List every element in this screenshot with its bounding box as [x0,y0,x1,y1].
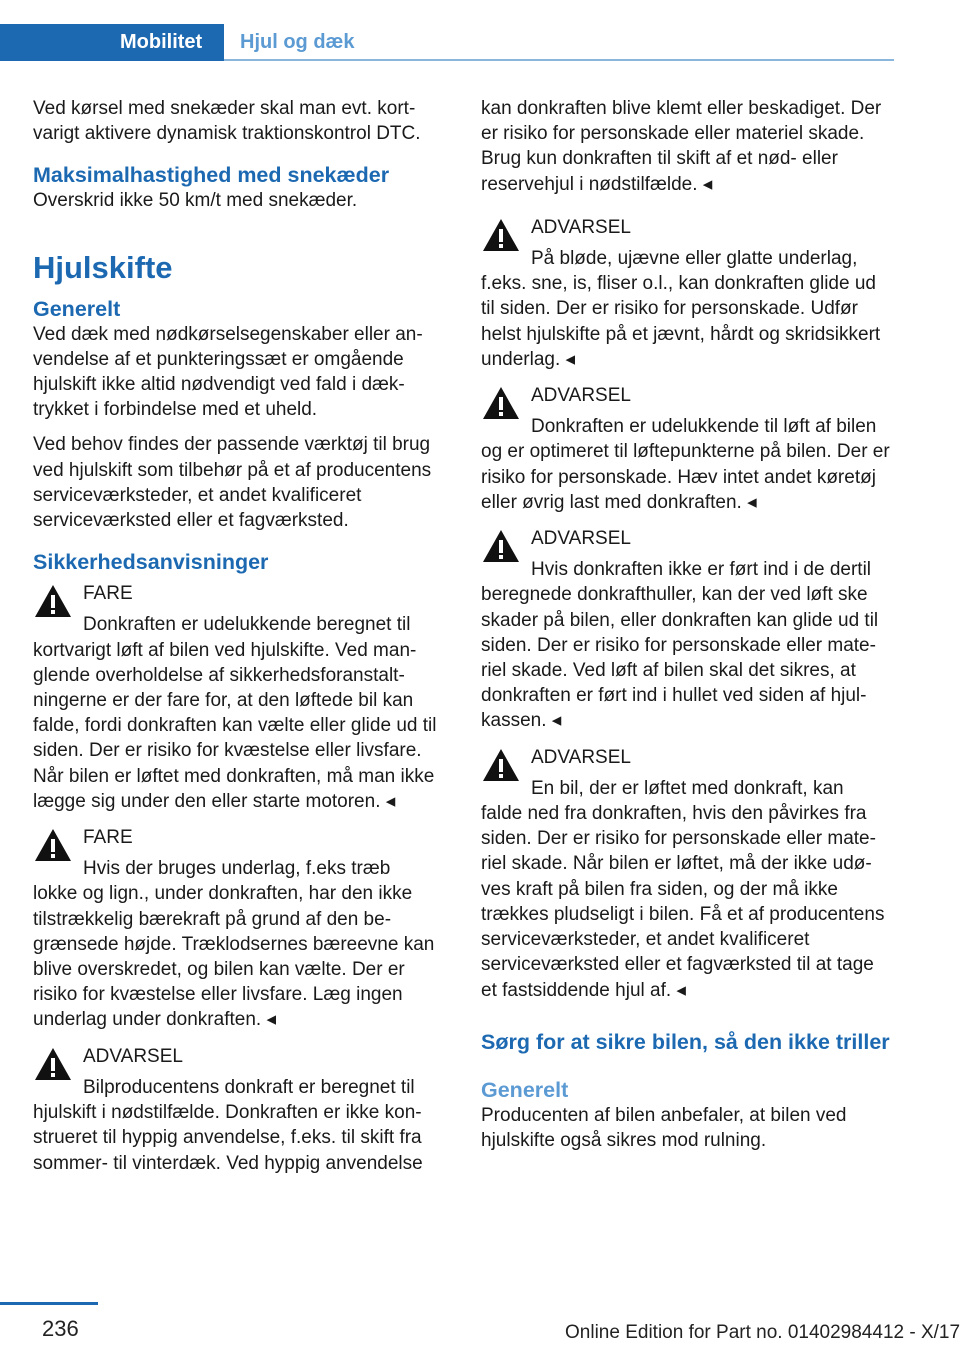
warning-label: FARE [83,583,133,605]
page-number: 236 [42,1316,79,1341]
warning-triangle-icon [33,827,73,863]
page-header [0,0,960,62]
warning-text: beregnede donkrafthuller, kan der ved løft ske skader på bilen, eller donkraften kan glide ud til siden. Der er risiko for personskade eller materiel skade. Ved løft af bilen skal det sikres, at donkraften er ført ind i hullet ved siden af hjulkassen. ◂ [481,582,893,733]
secure-generelt-heading: Generelt [481,1077,569,1102]
warning-label: ADVARSEL [531,746,631,768]
warning-text: f.eks. sne, is, fliser o.l., kan donkraften glide ud til siden. Der er risiko for personskade. Udfør helst hjulskifte på et jævnt, hårdt og skridsikkert underlag. ◂ [481,271,893,372]
warning-label: ADVARSEL [531,216,631,238]
page-number-bar [0,1302,98,1305]
warning-text-first-line: Hvis donkraften ikke er ført ind i de dertil [531,559,872,581]
safety-heading: Sikkerhedsanvisninger [33,550,269,575]
warning-text-first-line: Bilproducentens donkraft er beregnet til [83,1076,415,1098]
secure-vehicle-heading: Sørg for at sikre bilen, så den ikke triller [481,1029,890,1054]
warning-triangle-icon [481,747,521,783]
warning-block-5 [481,383,893,515]
warning-text: lokke og lign., under donkraften, har den ikke tilstrækkelig bærekraft på grund af den begrænsede højde. Træklodsernes bæreevne kan blive overskredet, og bilen kan vælte. Der er risiko for kvæstelse eller livsfare. Læg ingen underlag under donkraften. ◂ [33,881,445,1032]
max-speed-text: Overskrid ikke 50 km/t med snekæder. [33,190,358,212]
warning-text: kortvarigt løft af bilen ved hjulskifte. Ved manglende overholdelse af sikkerhedsforanstaltningerne er der fare for, at den løftede bil kan falde, fordi donkraften kan vælte eller glide ud til siden. Der er risiko for kvæstelse eller livsfare. Når bilen er løftet med donkraften, må man ikke lægge sig under den eller starte motoren. ◂ [33,638,445,814]
edition-footer: Online Edition for Part no. 01402984412 - X/17 [565,1322,960,1343]
warning-label: ADVARSEL [83,1045,183,1067]
section-title-hjulskifte: Hjulskifte [33,249,173,285]
generelt-heading: Generelt [33,296,121,321]
warning-block-3 [33,1044,445,1176]
warning-triangle-icon [481,217,521,253]
warning-text-first-line: En bil, der er løftet med donkraft, kan [531,777,844,799]
section-tab-mobilitet: Mobilitet [0,24,224,61]
warning-triangle-icon [33,1046,73,1082]
warning-block-7 [481,745,893,1003]
warning-text-first-line: På bløde, ujævne eller glatte underlag, [531,248,858,270]
warning-triangle-icon [481,385,521,421]
generelt-paragraph-1: Ved dæk med nødkørselsegenskaber eller anvendelse af et punkteringssæt er omgående hjulskift ikke altid nødvendigt ved fald i dæktrykket i forbindelse med et uheld. [33,323,423,421]
intro-text: Ved kørsel med snekæder skal man evt. kortvarigt aktivere dynamisk traktionskontrol DTC. [33,98,421,145]
right-column [481,96,893,1163]
warning-triangle-icon [33,583,73,619]
generelt-paragraph-2: Ved behov findes der passende værktøj til brug ved hjulskift som tilbehør på et af producentens serviceværksteder, et andet kvalificeret serviceværksted eller et fagværksted. [33,434,432,532]
warning-label: FARE [83,827,133,849]
section-tab-hjul-og-daek: Hjul og dæk [240,31,355,53]
warning-text-first-line: Hvis der bruges underlag, f.eks træb [83,858,391,880]
warning-triangle-icon [481,528,521,564]
warning-block-6 [481,526,893,734]
warning-text: hjulskift i nødstilfælde. Donkraften er ikke konstrueret til hyppig anvendelse, f.eks. til skift fra sommer- til vinterdæk. Ved hyppig anvendelse [33,1102,423,1174]
warning-label: ADVARSEL [531,385,631,407]
warning-text: falde ned fra donkraften, hvis den påvirkes fra siden. Der er risiko for personskade eller materiel skade. Når bilen er løftet, må der ikke udøves kraft på bilen fra siden, og der må ikke trækkes pludseligt i bilen. Få et af producentens serviceværksteder, et andet kvalificeret serviceværksted eller et fagværksted til at tage et fastsiddende hjul af. ◂ [481,801,893,1003]
warning-block-1 [33,581,445,814]
warning-text-first-line: Donkraften er udelukkende til løft af bilen [531,416,877,438]
secure-text: Producenten af bilen anbefaler, at bilen ved hjulskifte også sikres mod rulning. [481,1104,847,1151]
warning-block-2 [33,825,445,1033]
header-divider [224,59,894,61]
continued-text: kan donkraften blive klemt eller beskadiget. Der er risiko for personskade eller materiel skade. Brug kun donkraften til skift af et nød- eller reservehjul i nødstilfælde. ◂ [481,96,893,197]
warning-text-first-line: Donkraften er udelukkende beregnet til [83,614,411,636]
max-speed-heading: Maksimalhastighed med snekæder [33,163,390,188]
warning-label: ADVARSEL [531,528,631,550]
warning-text: og er optimeret til løftepunkterne på bilen. Der er risiko for personskade. Hæv intet andet køretøj eller øvrig last med donkraften. ◂ [481,439,893,515]
left-column [33,96,445,1187]
warning-block-4 [481,215,893,372]
